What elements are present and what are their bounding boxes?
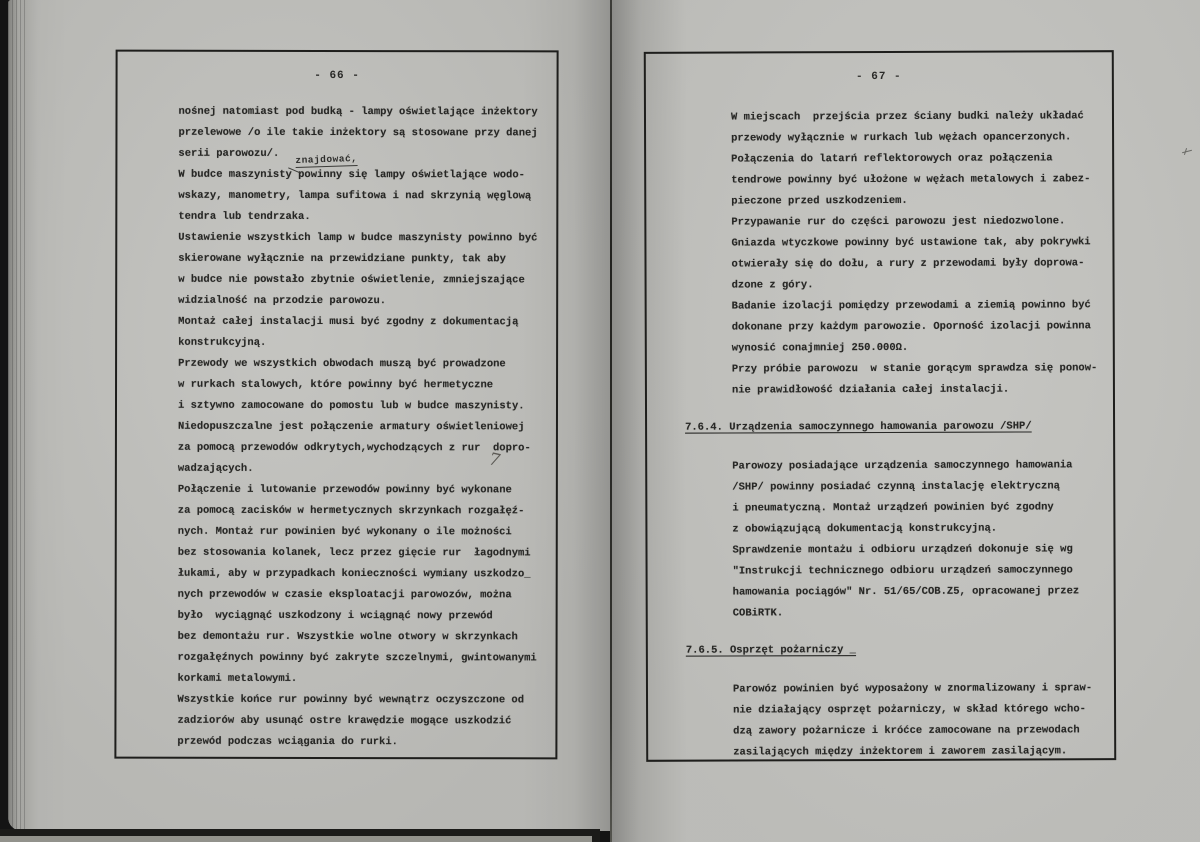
- paragraph: [732, 455, 1098, 624]
- text-line: dokonane przy każdym parowozie. Oporność izolacji powinna: [731, 320, 1091, 334]
- text-line: przewód podczas wciągania do rurki.: [177, 735, 398, 749]
- paragraph: [177, 102, 537, 754]
- text-line: zasilających między inżektorem i zaworem zasilającym.: [733, 745, 1068, 759]
- text-line: za pomocą przewodów odkrytych,wychodzących z rur dopro-: [177, 441, 531, 455]
- paragraph: [733, 678, 1099, 763]
- text-line: otwierały się do dołu, a rury z przewodami były doprowa-: [731, 257, 1085, 271]
- text-line: Parowóz powinien być wyposażony w znormalizowany i spraw-: [732, 682, 1093, 696]
- text-line: przelewowe /o ile takie inżektory są stosowane przy danej: [178, 126, 538, 140]
- text-line: serii parowozu/.: [178, 147, 280, 160]
- text-line: widzialność na przodzie parowozu.: [178, 294, 387, 308]
- text-line: nych przewodów w czasie eksploatacji parowozów, można: [177, 588, 512, 602]
- left-page: [8, 0, 612, 831]
- text-line: wynosić conajmniej 250.000Ω.: [731, 341, 909, 355]
- text-line: zadziorów aby usunąć ostre krawędzie mogące uszkodzić: [177, 714, 512, 728]
- text-line: Gniazda wtyczkowe powinny być ustawione tak, aby pokrywki: [731, 236, 1091, 250]
- paragraph: [731, 106, 1097, 401]
- text-line: pieczone przed uszkodzeniem.: [731, 194, 908, 208]
- text-line: Przy próbie parowozu w stanie gorącym sprawdza się ponow-: [731, 362, 1098, 376]
- right-page-frame: [644, 50, 1116, 762]
- text-line: Przypawanie rur do części parowozu jest niedozwolone.: [731, 215, 1066, 229]
- text-line: W budce maszynisty powinny się lampy oświetlające wodo-: [178, 168, 525, 182]
- text-line: dzone z góry.: [731, 279, 814, 292]
- right-page-text: [685, 106, 1099, 763]
- text-line: bez stosowania kolanek, lecz przez gięcie rur łagodnymi: [177, 546, 531, 560]
- text-line: nych. Montaż rur powinien być wykonany o ile możności: [177, 525, 512, 539]
- text-line: dzą zawory pożarnicze i króćce zamocowane na przewodach: [733, 724, 1080, 738]
- text-line: nie prawidłowość działania całej instalacji.: [731, 383, 1010, 397]
- text-line: Montaż całej instalacji musi być zgodny z dokumentacją: [178, 315, 519, 329]
- text-line: tendra lub tendrzaka.: [178, 210, 311, 223]
- text-line: tendrowe powinny być ułożone w wężach metalowych i zabez-: [731, 173, 1091, 187]
- text-line: /SHP/ powinny posiadać czynną instalację elektryczną: [732, 480, 1060, 494]
- pencil-annotation: 7: [485, 449, 504, 471]
- text-line: Sprawdzenie montażu i odbioru urządzeń dokonuje się wg: [732, 543, 1073, 557]
- table-surface-strip: [0, 836, 592, 842]
- text-line: "Instrukcji technicznego odbioru urządzeń samoczynnego: [732, 564, 1073, 578]
- left-page-text: [177, 102, 537, 754]
- text-line: rozgałęźnych powinny być zakryte szczelnymi, gwintowanymi: [177, 651, 537, 665]
- section-heading: [685, 416, 1098, 438]
- text-line: w rurkach stalowych, które powinny być hermetyczne: [178, 378, 494, 392]
- text-line: Niedopuszczalne jest połączenie armatury oświetleniowej: [177, 420, 525, 434]
- text-line: W miejscach przejścia przez ściany budki należy układać: [730, 110, 1084, 124]
- text-line: Parowozy posiadające urządzenia samoczynnego hamowania: [732, 459, 1073, 473]
- text-line: Badanie izolacji pomiędzy przewodami a ziemią powinno być: [731, 299, 1091, 313]
- text-line: korkami metalowymi.: [177, 672, 298, 685]
- text-line: i pneumatyczną. Montaż urządzeń powinien być zgodny: [732, 501, 1054, 515]
- handwritten-insertion: znajdować,: [295, 152, 358, 167]
- text-line: 7.6.5. Osprzęt pożarniczy _: [685, 644, 857, 657]
- text-line: z obowiązującą dokumentacją konstrukcyjną.: [732, 522, 998, 536]
- page-stack-edge: [8, 0, 26, 831]
- text-line: skierowane wyłącznie na przewidziane punkty, tak aby: [178, 252, 506, 266]
- text-line: konstrukcyjną.: [178, 336, 267, 349]
- text-line: w budce nie powstało zbytnie oświetlenie, zmniejszające: [178, 273, 525, 287]
- text-line: wskazy, manometry, lampa sufitowa i nad skrzynią węglową: [178, 189, 532, 203]
- left-page-frame: [114, 50, 558, 760]
- text-line: nie działający osprzęt pożarniczy, w skład którego wcho-: [733, 703, 1086, 717]
- text-line: bez demontażu rur. Wszystkie wolne otwory w skrzynkach: [177, 630, 518, 644]
- section-heading: [686, 639, 1099, 661]
- text-line: Wszystkie końce rur powinny być wewnątrz oczyszczone od: [177, 693, 525, 707]
- text-line: Połączenie i lutowanie przewodów powinny być wykonane: [177, 483, 512, 497]
- text-line: COBiRTK.: [732, 607, 784, 620]
- text-line: hamowania pociągów" Nr. 51/65/COB.Z5, opracowanej przez: [732, 585, 1080, 599]
- text-line: przewody wyłącznie w rurkach lub wężach opancerzonych.: [731, 131, 1072, 145]
- page-number-left: - 66 -: [314, 69, 360, 83]
- page-number-right: - 67 -: [856, 70, 902, 84]
- text-line: 7.6.4. Urządzenia samoczynnego hamowania parowozu /SHP/: [685, 420, 1032, 434]
- text-line: łukami, aby w przypadkach konieczności wymiany uszkodzo_: [177, 567, 531, 581]
- text-line: i sztywno zamocowane do pomostu lub w budce maszynisty.: [177, 399, 525, 413]
- right-page: [612, 0, 1200, 842]
- text-line: Przewody we wszystkich obwodach muszą być prowadzone: [178, 357, 506, 371]
- text-line: nośnej natomiast pod budką - lampy oświetlające inżektory: [178, 105, 538, 119]
- stray-pencil-mark: [1182, 148, 1192, 155]
- text-line: wadzających.: [177, 462, 254, 475]
- text-line: za pomocą zacisków w hermetycznych skrzynkach rozgałęź-: [177, 504, 525, 518]
- text-line: Połączenia do latarń reflektorowych oraz połączenia: [731, 152, 1053, 166]
- book-spine: [610, 0, 612, 842]
- text-line: Ustawienie wszystkich lamp w budce maszynisty powinno być: [178, 231, 538, 245]
- text-line: było wyciągnąć uszkodzony i wciągnąć nowy przewód: [177, 609, 493, 623]
